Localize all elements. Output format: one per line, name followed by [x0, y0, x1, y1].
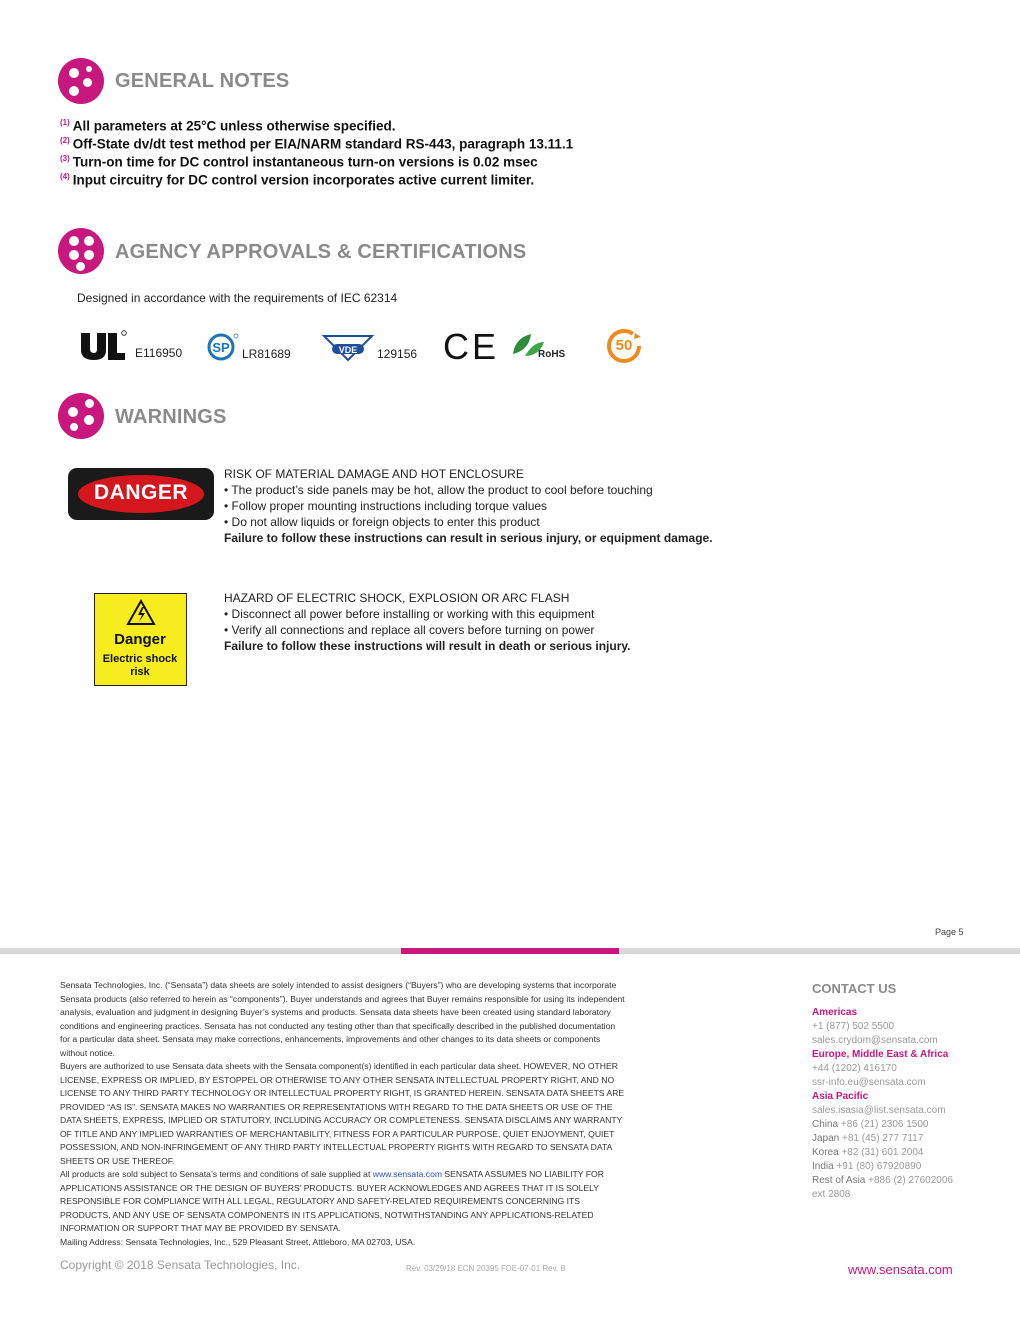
rest-of-asia-ext: ext 2808	[812, 1189, 851, 1200]
legal-disclaimer	[60, 979, 625, 1249]
approvals-intro: Designed in accordance with the requirements of IEC 62314	[77, 291, 398, 305]
warning-2-failure: Failure to follow these instructions will result in death or serious injury.	[224, 639, 631, 653]
china-contact: China +86 (21) 2306 1500	[812, 1119, 929, 1130]
shock-sign-line2: risk	[130, 666, 150, 678]
csa-number: LR81689	[242, 347, 291, 361]
warning-2-bullet-1: • Disconnect all power before installing or working with this equipment	[224, 607, 595, 621]
region-americas: Americas	[812, 1007, 858, 1018]
revision: Rev. 03/29/18 ECN 20395 FDE-07-01 Rev. B	[406, 1264, 566, 1273]
note-4: $^{(4)}$ Input circuitry for DC control version incorporates active current limiter.	[60, 172, 535, 188]
warning-1-bullet-3: • Do not allow liquids or foreign objects to enter this product	[224, 515, 540, 529]
section-bullet-icon	[58, 393, 104, 439]
legal-paragraph-3: All products are sold subject to Sensata’s terms and conditions of sale supplied at www.sensata.com SENSATA ASSUMES NO LIABILITY FOR APPLICATIONS ASSISTANCE OR THE DESIGN OF BUYERS’ PRODUCTS. BUYER ACKNOWLEDGES AND AGREES THAT IT IS SOLELY RESPONSIBLE FOR COMPLIANCE WITH ALL LEGAL, REGULATORY AND SAFETY-RELATED REQUIREMENTS CONCERNING ITS PRODUCTS, AND ANY USE OF SENSATA COMPONENTS IN ITS APPLICATIONS, NOTWITHSTANDING ANY APPLICATIONS-RELATED INFORMATION OR SUPPORT THAT MAY BE PROVIDED BY SENSATA.	[60, 1169, 604, 1233]
contact-block	[812, 1006, 953, 1202]
legal-paragraph-4: Mailing Address: Sensata Technologies, Inc., 529 Pleasant Street, Attleboro, MA 02703, USA.	[60, 1236, 416, 1247]
korea-contact: Korea +82 (31) 601 2004	[812, 1147, 924, 1158]
vde-label: VDE	[338, 345, 358, 355]
ul-logo-icon	[78, 330, 128, 362]
japan-contact: Japan +81 (45) 277 7117	[812, 1133, 924, 1144]
vde-number: 129156	[377, 347, 418, 361]
emea-email[interactable]: ssr-info.eu@sensata.com	[812, 1077, 926, 1088]
region-apac: Asia Pacific	[812, 1091, 869, 1102]
copyright: Copyright © 2018 Sensata Technologies, Inc.	[60, 1258, 301, 1272]
page-number: Page 5	[935, 927, 964, 937]
india-contact: India +91 (80) 67920890	[812, 1161, 922, 1172]
legal-paragraph-1: Sensata Technologies, Inc. (“Sensata”) data sheets are solely intended to assist designers (“Buyers”) who are developing systems that incorporate Sensata products (also referred to herein as “components”). Buyer understands and agrees that Buyer remains responsible for using its independent analysis, evaluation and judgment in designing Buyer’s systems and products. Sensata data sheets have been created using standard laboratory conditions and engineering practices. Sensata has not conducted any testing other than that specifically described in the published documentation for a particular data sheet. Sensata may make corrections, enhancements, improvements and other changes to its data sheets or components without notice.	[60, 980, 625, 1058]
section-bullet-icon	[58, 228, 104, 274]
apac-email[interactable]: sales.isasia@list.sensata.com	[812, 1105, 946, 1116]
electric-shock-sign	[94, 593, 187, 686]
note-3: $^{(3)}$ Turn-on time for DC control instantaneous turn-on versions is 0.02 msec	[60, 154, 538, 170]
ce-mark-icon: CE	[443, 326, 500, 367]
svg-text:SP: SP	[212, 340, 230, 355]
approvals-title: AGENCY APPROVALS & CERTIFICATIONS	[115, 241, 527, 263]
shock-sign-title: Danger	[114, 631, 166, 648]
emea-phone: +44 (1202) 416170	[812, 1063, 897, 1074]
rest-of-asia-contact: Rest of Asia +886 (2) 27602006	[812, 1175, 953, 1186]
region-emea: Europe, Middle East & Africa	[812, 1049, 949, 1060]
americas-email[interactable]: sales.crydom@sensata.com	[812, 1035, 938, 1046]
warning-1-failure: Failure to follow these instructions can result in serious injury, or equipment damage.	[224, 531, 713, 545]
footer-divider-accent	[401, 948, 619, 954]
warning-1-heading: RISK OF MATERIAL DAMAGE AND HOT ENCLOSURE	[224, 467, 524, 481]
note-2: $^{(2)}$ Off-State dv/dt test method per EIA/NARM standard RS-443, paragraph 13.11.1	[60, 136, 574, 152]
warning-2-heading: HAZARD OF ELECTRIC SHOCK, EXPLOSION OR ARC FLASH	[224, 591, 570, 605]
warnings-title: WARNINGS	[115, 406, 227, 428]
shock-sign-line1: Electric shock	[102, 653, 178, 665]
danger-sign-text: DANGER	[93, 481, 188, 504]
website-link[interactable]: www.sensata.com	[848, 1262, 953, 1277]
contact-title: CONTACT US	[812, 981, 897, 996]
ul-number: E116950	[135, 346, 183, 360]
legal-paragraph-2: Buyers are authorized to use Sensata data sheets with the Sensata component(s) identified in each particular data sheet. HOWEVER, NO OTHER LICENSE, EXPRESS OR IMPLIED, BY ESTOPPEL OR OTHERWISE TO ANY OTHER SENSATA INTELLECTUAL PROPERTY RIGHT, AND NO LICENSE TO ANY THIRD PARTY TECHNOLOGY OR INTELLECTUAL PROPERTY RIGHT, IS GRANTED HEREIN. SENSATA DATA SHEETS ARE PROVIDED “AS IS”. SENSATA MAKES NO WARRANTIES OR REPRESENTATIONS WITH REGARD TO THE DATA SHEETS OR USE OF THE DATA SHEETS, EXPRESS, IMPLIED OR STATUTORY, INCLUDING ACCURACY OR COMPLETENESS. SENSATA DISCLAIMS ANY WARRANTY OF TITLE AND ANY IMPLIED WARRANTIES OF MERCHANTABILITY, FITNESS FOR A PARTICULAR PURPOSE, QUIET ENJOYMENT, QUIET POSSESSION, AND NON-INFRINGEMENT OF ANY THIRD PARTY INTELLECTUAL PROPERTY RIGHTS WITH REGARD TO SENSATA DATA SHEETS OR USE THEREOF.	[60, 1061, 625, 1166]
warning-1-bullet-1: • The product’s side panels may be hot, allow the product to cool before touching	[224, 483, 653, 497]
general-notes-title: GENERAL NOTES	[115, 70, 290, 92]
section-bullet-icon	[58, 58, 104, 104]
warning-1-bullet-2: • Follow proper mounting instructions including torque values	[224, 499, 548, 513]
americas-phone: +1 (877) 502 5500	[812, 1021, 895, 1032]
rohs-label: RoHS	[538, 349, 566, 360]
efup-label: 50	[615, 337, 633, 354]
high-voltage-icon	[126, 599, 156, 626]
note-1: $^{(1)}$ All parameters at 25°C unless otherwise specified.	[60, 118, 396, 134]
danger-sign	[68, 468, 214, 520]
csa-logo-icon	[207, 333, 239, 361]
sensata-link[interactable]: www.sensata.com	[372, 1169, 443, 1179]
warning-2-bullet-2: • Verify all connections and replace all covers before turning on power	[224, 623, 595, 637]
